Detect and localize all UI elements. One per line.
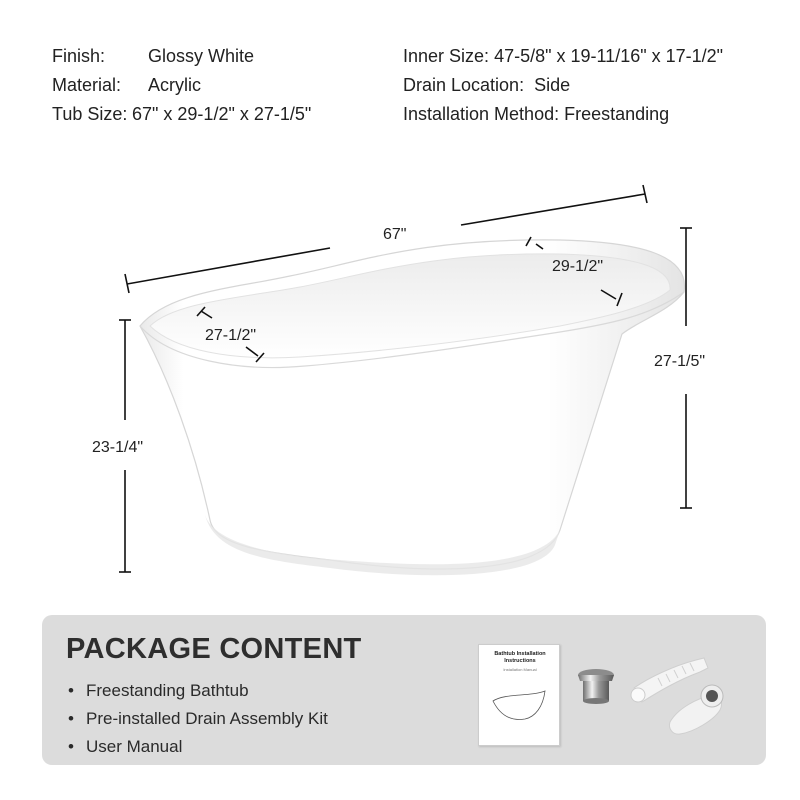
spec-label: Installation Method: xyxy=(403,104,560,124)
dimension-inner-width-label: 27-1/2" xyxy=(205,327,257,344)
user-manual-image xyxy=(478,644,560,746)
package-item-label: User Manual xyxy=(86,737,183,756)
spec-label: Drain Location: xyxy=(403,75,525,95)
dimension-height-label: 27-1/5" xyxy=(654,353,706,370)
dimension-width-label: 29-1/2" xyxy=(552,258,604,275)
dimension-base-height-label: 23-1/4" xyxy=(92,439,144,456)
spec-label: Finish: xyxy=(52,46,106,66)
list-item xyxy=(68,705,328,733)
spec-label: Material: xyxy=(52,75,122,95)
list-item xyxy=(68,733,328,761)
manual-tub-sketch-icon xyxy=(479,645,559,745)
package-item-label: Pre-installed Drain Assembly Kit xyxy=(86,709,328,728)
bullet: • xyxy=(68,709,74,728)
spec-value: 47-5/8" x 19-11/16" x 17-1/2" xyxy=(494,46,724,66)
drain-stopper-icon xyxy=(574,665,618,709)
spec-label: Tub Size: xyxy=(52,104,128,124)
package-list xyxy=(68,677,328,761)
spec-label: Inner Size: xyxy=(403,46,490,66)
dimension-length-label: 67" xyxy=(383,226,407,243)
spec-value: Acrylic xyxy=(148,75,201,95)
spec-value: Glossy White xyxy=(148,46,255,66)
package-item-label: Freestanding Bathtub xyxy=(86,681,249,700)
manual-title: Bathtub Installation Instructions xyxy=(494,651,546,664)
bullet: • xyxy=(68,681,74,700)
bullet: • xyxy=(68,737,74,756)
spec-value: 67" x 29-1/2" x 27-1/5" xyxy=(132,104,312,124)
drain-assembly-icon xyxy=(628,648,728,743)
manual-subtitle: Installation Manual xyxy=(503,667,537,672)
spec-value: Side xyxy=(534,75,571,95)
package-title: PACKAGE CONTENT xyxy=(66,633,362,665)
list-item xyxy=(68,677,328,705)
spec-value: Freestanding xyxy=(564,104,670,124)
